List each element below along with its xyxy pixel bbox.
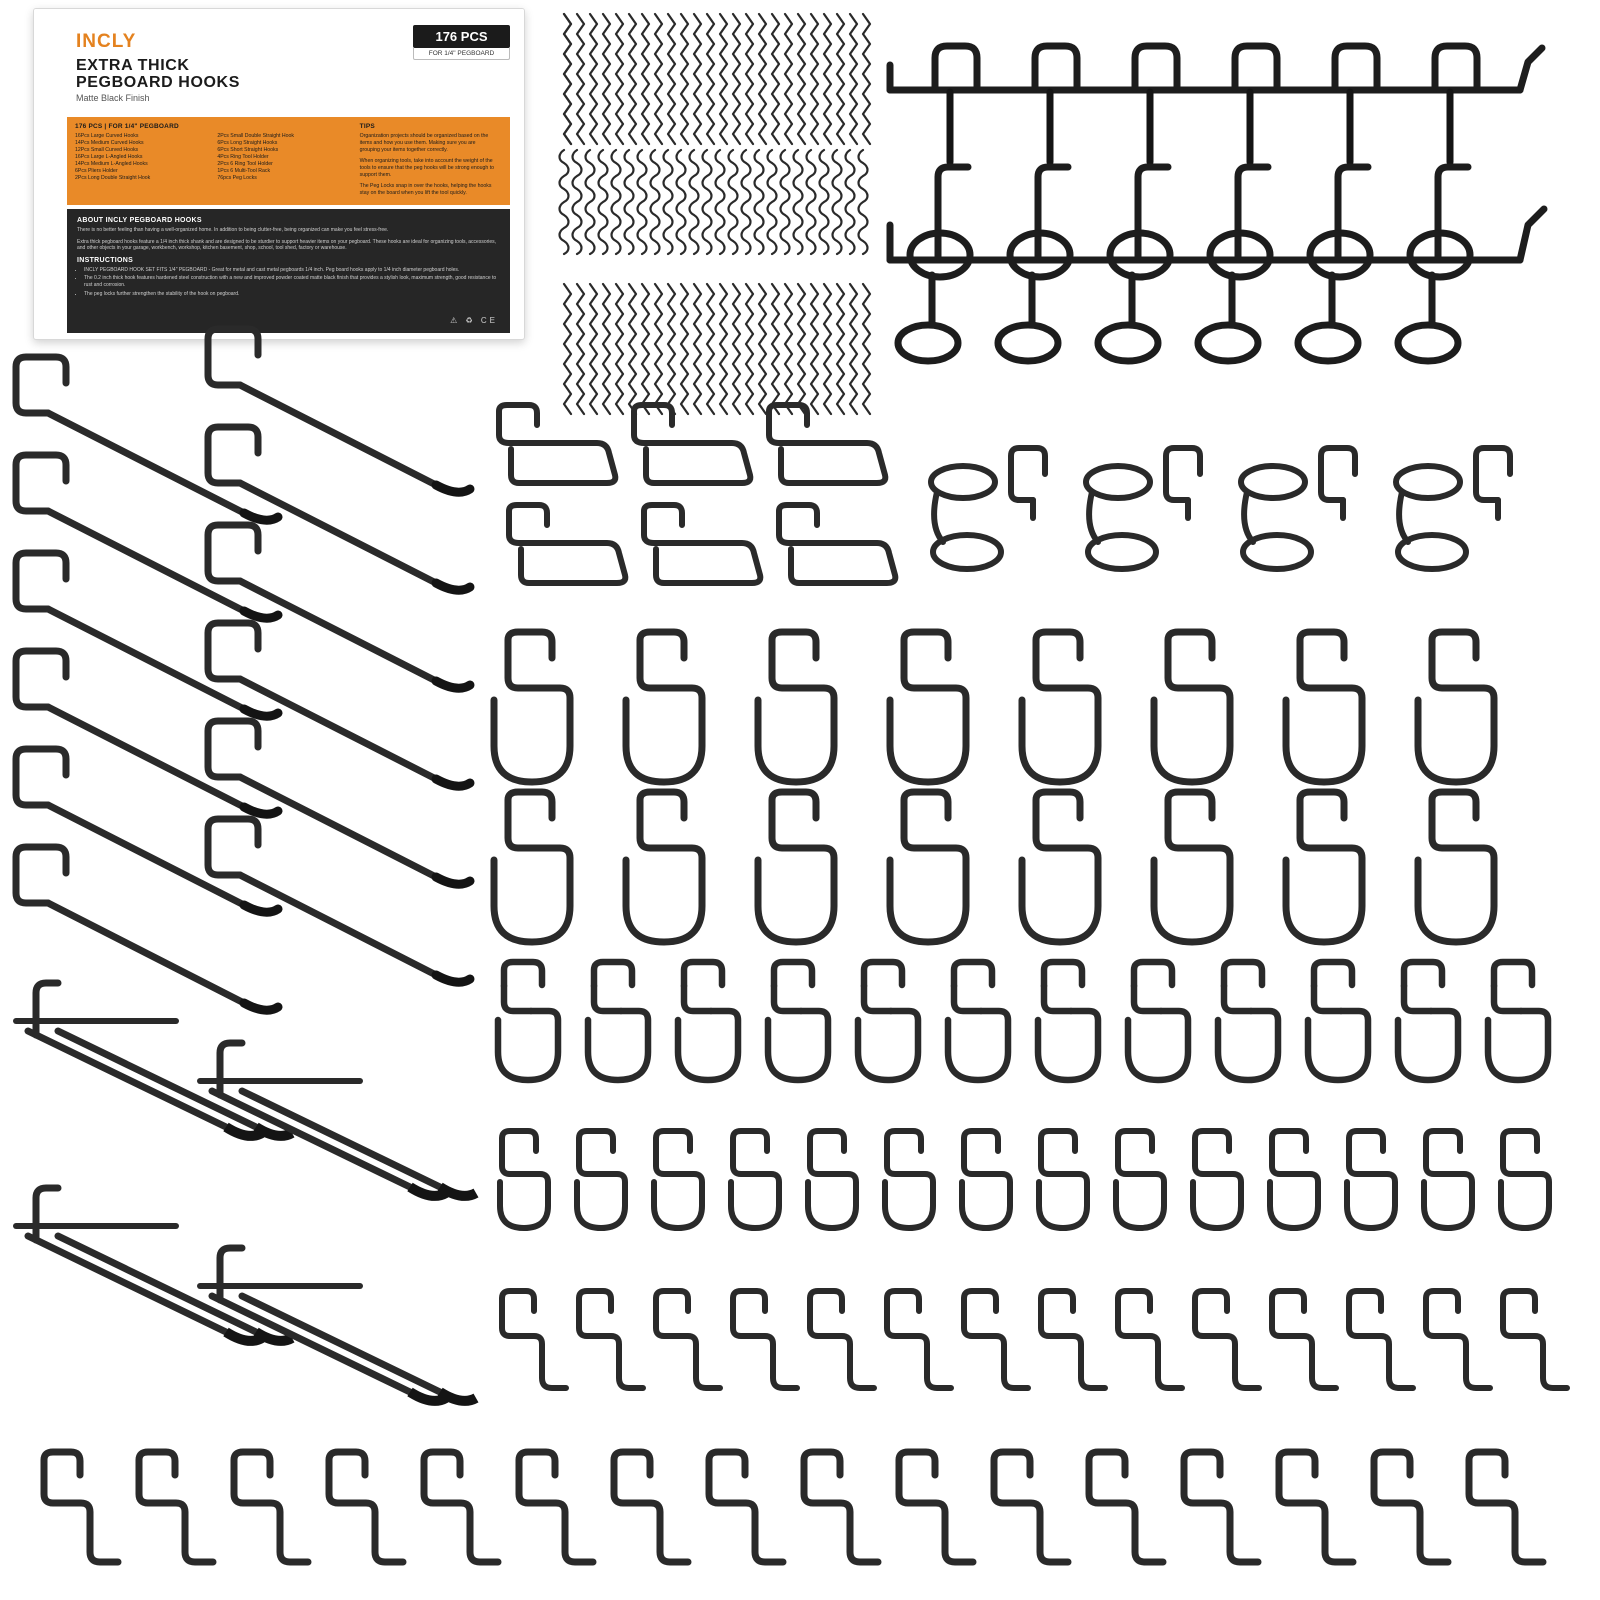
list-item: 2Pcs Long Double Straight Hook: [75, 175, 151, 181]
about-text: There is no better feeling than having a well-organized home. In addition to being clutter-free, being organized can make you feel stress-free.: [77, 227, 389, 233]
box-header: [34, 9, 524, 109]
contents-list-2: [217, 133, 353, 182]
large-l-angled-hooks: [490, 630, 1580, 950]
contents-panel: [67, 117, 510, 205]
piece-count-badge: [413, 25, 510, 60]
contents-column-2: [217, 123, 359, 199]
about-heading: ABOUT INCLY PEGBOARD HOOKS: [77, 217, 202, 224]
product-box: [33, 8, 525, 340]
about-text: Extra thick pegboard hooks feature a 1/4 inch thick shank and are designed to be sturdier to support heavier items on your pegboard. These hooks are ideal for organizing tools, accessories, and other objects in your garage, workbench, workshop, kitchen basement, shop, school, tool shed, factory or warehouse.: [77, 238, 497, 252]
peg-locks-group-3: [560, 280, 880, 390]
piece-count-sub: FOR 1/4" PEGBOARD: [413, 48, 510, 60]
large-curved-hooks-left: [0, 355, 480, 955]
list-item: • The peg locks further strengthen the stability of the hook on pegboard.: [84, 291, 500, 298]
instructions-heading: INSTRUCTIONS: [77, 256, 134, 264]
peg-locks-group-2: [560, 148, 880, 258]
brand-logo: INCLY: [76, 31, 137, 52]
small-double-straight-hooks: [485, 405, 885, 605]
tips-text: The Peg Locks snap in over the hooks, helping the hooks stay on the board when you lift the tool quickly.: [359, 183, 492, 196]
pliers-holder-group: [0, 975, 480, 1445]
piece-count-value: 176 PCS: [413, 25, 510, 48]
list-item: 14Pcs Medium L-Angled Hooks: [75, 161, 148, 167]
list-item: 2Pcs Small Double Straight Hook: [217, 133, 295, 139]
product-title: [76, 57, 240, 91]
list-item: 76pcs Peg Locks: [217, 175, 257, 181]
list-item: 12Pcs Small Curved Hooks: [75, 147, 139, 153]
medium-l-angled-hooks: [490, 960, 1580, 1110]
about-panel: [67, 209, 510, 333]
list-item: 6Pcs Long Straight Hooks: [217, 140, 278, 146]
contents-heading-spacer: [217, 123, 353, 130]
list-item: 4Pcs Ring Tool Holder: [217, 154, 269, 160]
product-title-line2: PEGBOARD HOOKS: [76, 74, 240, 91]
tips-column: [360, 123, 502, 199]
bottom-straight-hooks: [30, 1450, 1580, 1590]
contents-column-1: [75, 123, 217, 199]
contents-heading: 176 PCS | FOR 1/4" PEGBOARD: [75, 123, 179, 130]
product-title-line1: EXTRA THICK: [76, 57, 190, 74]
instructions-list: [77, 267, 500, 297]
six-ring-tool-holder: [880, 155, 1570, 385]
contents-list-1: [75, 133, 211, 182]
list-item: 6Pcs Pliers Holder: [75, 168, 118, 174]
list-item: 14Pcs Medium Curved Hooks: [75, 140, 144, 146]
list-item: 16Pcs Large Curved Hooks: [75, 133, 139, 139]
ring-tool-holders: [925, 440, 1565, 610]
list-item: 6Pcs Short Straight Hooks: [217, 147, 279, 153]
tips-text: Organization projects should be organized based on the items and how you use them. Making sure you are grouping your items together correctly.: [359, 133, 489, 153]
list-item: 1Pcs 6 Multi-Tool Rack: [217, 168, 271, 174]
product-subtitle: Matte Black Finish: [76, 93, 150, 103]
peg-locks-group-1: [560, 10, 880, 130]
list-item: 2Pcs 6 Ring Tool Holder: [217, 161, 273, 167]
small-curved-hooks: [490, 1130, 1580, 1270]
list-item: • INCLY PEGBOARD HOOK SET FITS 1/4" PEGBOARD - Great for metal and cast metal pegboards 1/4 inch. Peg board hooks apply to 1/4 inch diameter pegboard holes.: [84, 267, 500, 274]
list-item: • The 0.2 inch thick hook features hardened steel construction with a new and improved powder coated matte black finish that provides a stylish look, maximum strength, good resistance to rust and corrosion.: [84, 275, 500, 288]
tips-heading: TIPS: [359, 123, 375, 130]
certification-marks: ⚠ ♻ CE: [450, 316, 498, 325]
tips-text: When organizing tools, take into account the weight of the tools to ensure that the peg hooks will be strong enough to support them.: [359, 158, 495, 178]
short-straight-hooks: [490, 1290, 1580, 1430]
list-item: 16Pcs Large L-Angled Hooks: [75, 154, 143, 160]
